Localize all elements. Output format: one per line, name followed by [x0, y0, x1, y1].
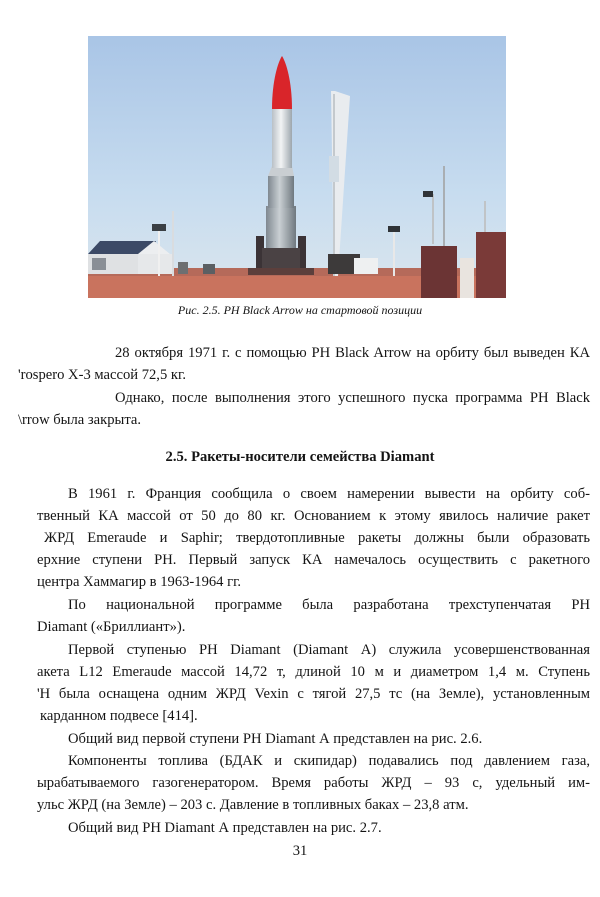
text-line: 'H была оснащена одним ЖРД Vexin с тягой 27,5 тс (на Земле), установленным [37, 686, 590, 702]
text-line: 'rospero X-3 массой 72,5 кг. [18, 367, 186, 383]
text-line: центра Хаммагир в 1963-1964 гг. [37, 574, 242, 590]
text-line: Общий вид PH Diamant А представлен на рис. 2.7. [68, 820, 382, 836]
text-line: ульс ЖРД (на Земле) – 203 с. Давление в топливных баках – 23,8 атм. [37, 797, 469, 813]
rocket-photo [88, 36, 506, 298]
page-number: 31 [292, 843, 308, 859]
rocket-launch-pad-image [88, 36, 506, 298]
text-line: ырабатываемого газогенератором. Время работы ЖРД – 93 с, удельный им- [37, 775, 590, 791]
text-line: В 1961 г. Франция сообщила о своем намерении вывести на орбиту соб- [68, 486, 590, 502]
text-line: акета L12 Emeraude массой 14,72 т, длиной 10 м и диаметром 1,4 м. Ступень [37, 664, 590, 680]
text-line: 28 октября 1971 г. с помощью PH Black Arrow на орбиту был выведен КА [115, 345, 590, 361]
text-line: По национальной программе была разработана трехступенчатая PH [68, 597, 590, 613]
text-line: Общий вид первой ступени PH Diamant А представлен на рис. 2.6. [68, 731, 483, 747]
text-line: \rrow была закрыта. [18, 412, 142, 428]
section-heading: 2.5. Ракеты-носители семейства Diamant [165, 449, 435, 465]
text-line: карданном подвесе [414]. [40, 708, 198, 724]
figure-caption: Рис. 2.5. PH Black Arrow на стартовой позиции [177, 303, 423, 317]
text-line: Первой ступенью PH Diamant (Diamant А) служила усовершенствованная [68, 642, 590, 658]
text-line: ЖРД Emeraude и Saphir; твердотопливные ракеты должны были образовать [44, 530, 590, 546]
text-line: Однако, после выполнения этого успешного пуска программа PH Black [115, 390, 590, 406]
text-line: ерхние ступени PH. Первый запуск КА намечалось осуществить с ракетного [37, 552, 590, 568]
text-line: Diamant («Бриллиант»). [37, 619, 186, 635]
text-line: твенный КА массой от 50 до 80 кг. Основанием к этому явилось наличие ракет [37, 508, 590, 524]
text-line: Компоненты топлива (БДАК и скипидар) подавались под давлением газа, [68, 753, 590, 769]
